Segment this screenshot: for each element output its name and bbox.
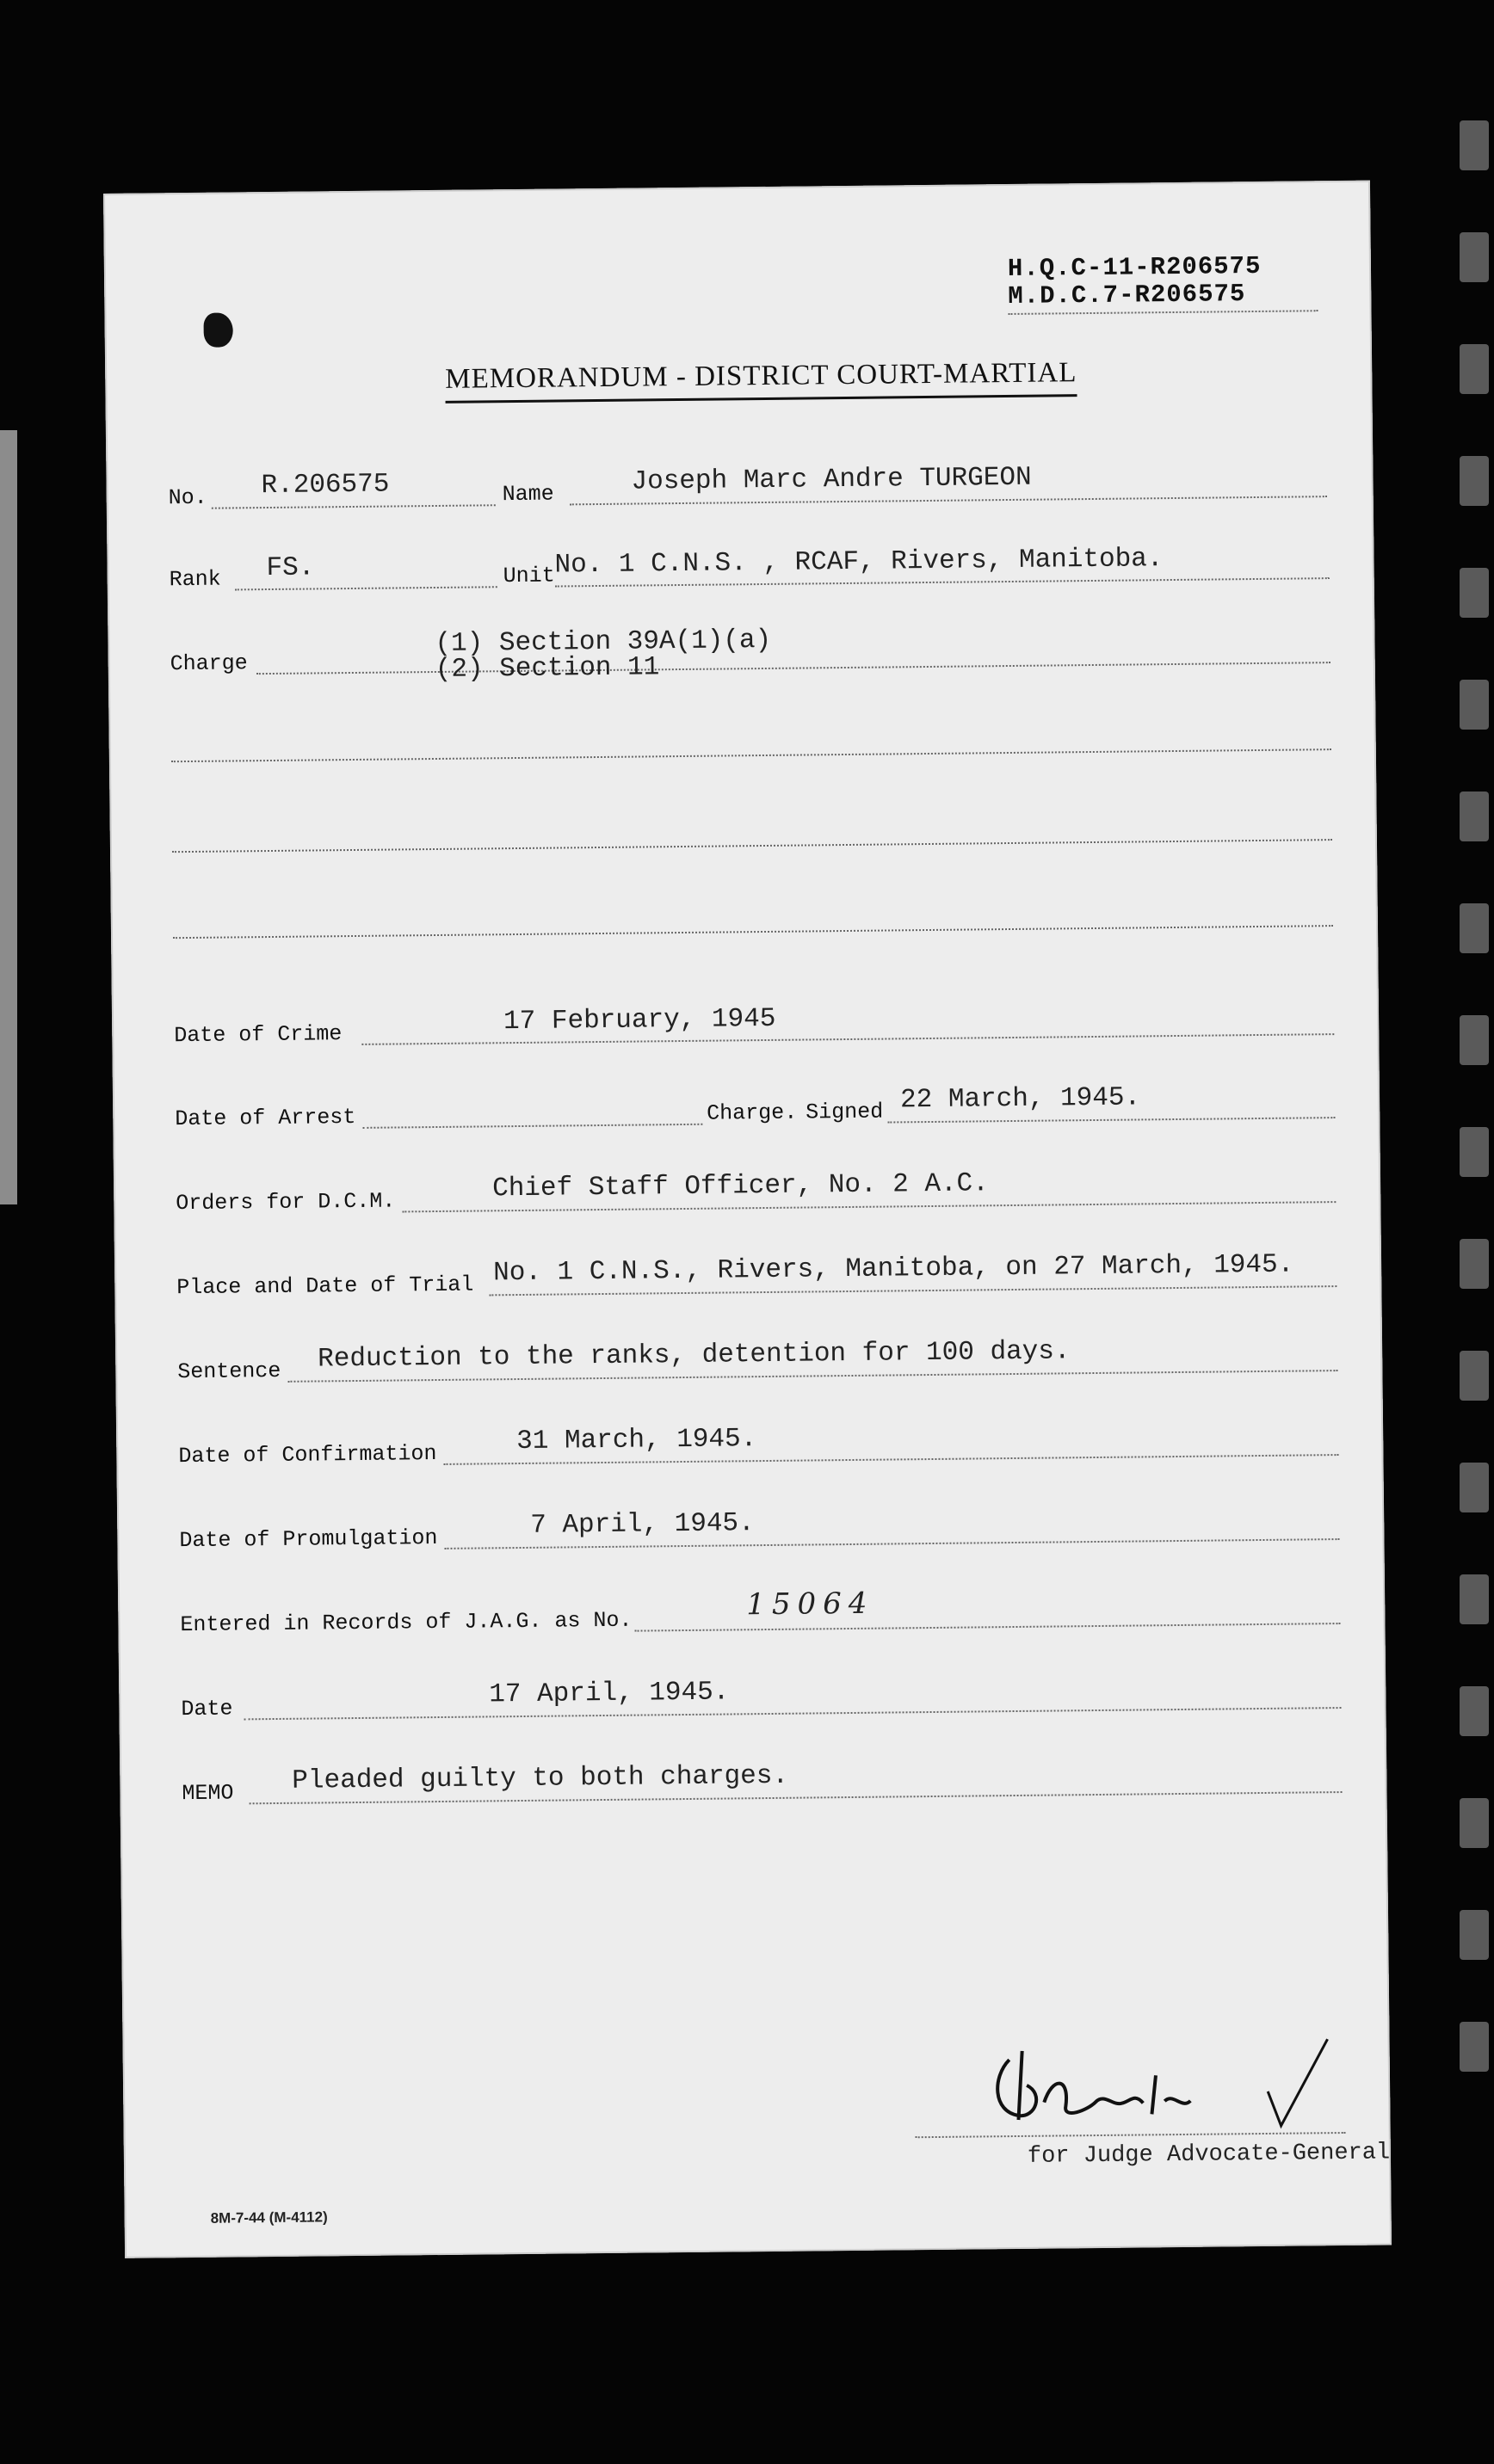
promulgation-label: Date of Promulgation — [179, 1525, 438, 1554]
signature-caption: for Judge Advocate-General — [1027, 2140, 1391, 2170]
charge-label: Charge — [170, 650, 248, 677]
charge-2: (2) Section 11 — [435, 652, 660, 685]
charge-signed-value: 22 March, 1945. — [899, 1082, 1141, 1116]
no-label: No. — [168, 484, 207, 511]
jag-record-number: 15064 — [746, 1586, 874, 1623]
orders-label: Orders for D.C.M. — [176, 1188, 396, 1217]
rank-value: FS. — [266, 552, 315, 584]
file-ref-2: M.D.C.7-R206575 — [1008, 280, 1246, 311]
rank-label: Rank — [169, 566, 221, 593]
name-value: Joseph Marc Andre TURGEON — [631, 462, 1032, 497]
charge-signed-label: Charge. — [707, 1100, 798, 1126]
memo-label: MEMO — [182, 1780, 234, 1807]
signed-label: Signed — [806, 1099, 884, 1125]
orders-value: Chief Staff Officer, No. 2 A.C. — [491, 1168, 989, 1204]
promulgation-value: 7 April, 1945. — [530, 1508, 755, 1541]
adjacent-page-edge — [0, 430, 17, 1204]
date-value: 17 April, 1945. — [489, 1677, 730, 1710]
jag-label: Entered in Records of J.A.G. as No. — [180, 1607, 633, 1638]
film-strip — [1453, 0, 1494, 2464]
form-number: 8M-7-44 (M-4112) — [210, 2208, 328, 2227]
charge-1: (1) Section 39A(1)(a) — [435, 625, 772, 659]
date-of-arrest-label: Date of Arrest — [175, 1104, 356, 1132]
date-label: Date — [181, 1696, 233, 1722]
trial-value: No. 1 C.N.S., Rivers, Manitoba, on 27 March, 1945. — [492, 1249, 1294, 1289]
sentence-label: Sentence — [177, 1358, 281, 1385]
date-of-crime-label: Date of Crime — [174, 1021, 343, 1049]
trial-label: Place and Date of Trial — [176, 1272, 474, 1301]
confirmation-value: 31 March, 1945. — [516, 1424, 757, 1457]
signature-image — [983, 2022, 1345, 2137]
date-of-crime-value: 17 February, 1945 — [503, 1003, 776, 1038]
unit-label: Unit — [503, 563, 555, 589]
service-number: R.206575 — [261, 469, 390, 502]
memo-value: Pleaded guilty to both charges. — [292, 1760, 789, 1796]
name-label: Name — [502, 481, 554, 508]
memorandum-page — [103, 181, 1392, 2258]
file-ref-1: H.Q.C-11-R206575 — [1007, 251, 1262, 283]
ink-blot — [203, 312, 232, 347]
page-title: MEMORANDUM - DISTRICT COURT-MARTIAL — [445, 357, 1077, 403]
unit-value: No. 1 C.N.S. , RCAF, Rivers, Manitoba. — [554, 544, 1164, 581]
confirmation-label: Date of Confirmation — [178, 1441, 437, 1469]
sentence-value: Reduction to the ranks, detention for 100 days. — [318, 1336, 1071, 1375]
